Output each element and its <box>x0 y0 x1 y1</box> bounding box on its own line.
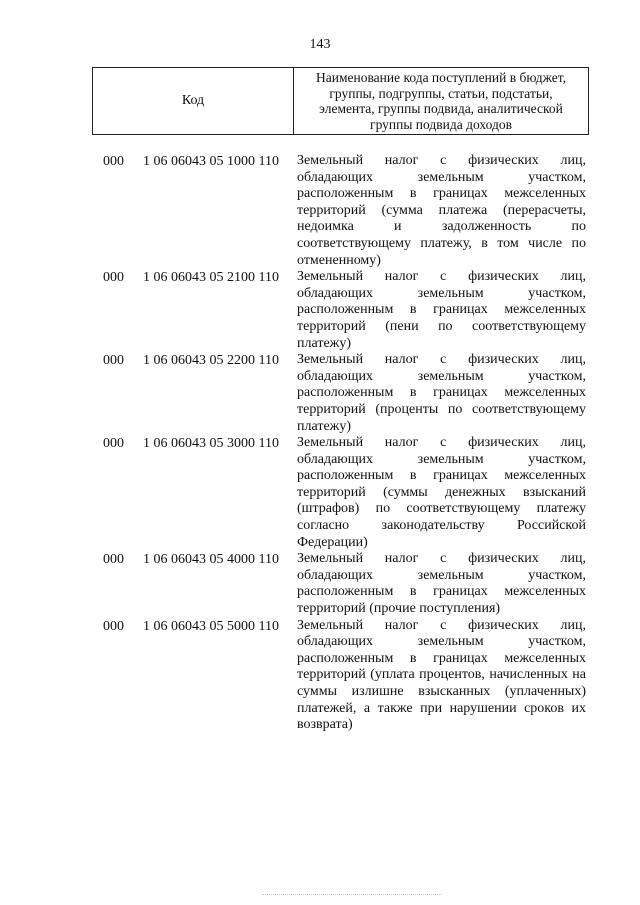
row-group-code: 000 <box>103 618 124 634</box>
row-group-code: 000 <box>103 552 124 568</box>
table-header <box>92 67 589 135</box>
row-revenue-code: 1 06 06043 05 3000 110 <box>143 436 279 452</box>
row-revenue-code: 1 06 06043 05 1000 110 <box>143 154 279 169</box>
row-description: Земельный налог с физических лиц, обладающих земельным участком, расположенным в границах межселенных территорий (пени по соответствующему платежу) <box>297 269 586 351</box>
row-group-code: 000 <box>103 436 124 452</box>
scan-edge-mark <box>262 894 442 899</box>
row-description: Земельный налог с физических лиц, обладающих земельным участком, расположенным в границах межселенных территорий (суммы денежных взысканий (штрафов) по соответствующему платежу согласно законодательству Российской Федерации) <box>297 435 586 550</box>
table-row <box>0 551 640 617</box>
row-group-code: 000 <box>103 270 124 286</box>
table-row <box>0 352 640 435</box>
table-row <box>0 153 640 269</box>
row-revenue-code: 1 06 06043 05 2100 110 <box>143 270 279 286</box>
row-group-code: 000 <box>103 353 124 369</box>
row-description: Земельный налог с физических лиц, обладающих земельным участком, расположенным в границах межселенных территорий (прочие поступления) <box>297 551 586 617</box>
table-row <box>0 435 640 551</box>
row-description: Земельный налог с физических лиц, обладающих земельным участком, расположенным в границах межселенных территорий (уплата процентов, начисленных на суммы излишне взысканных (уплаченных) платежей, а также при нарушении сроков их возврата) <box>297 617 586 733</box>
table-row <box>0 269 640 352</box>
row-group-code: 000 <box>103 154 124 169</box>
row-revenue-code: 1 06 06043 05 4000 110 <box>143 552 279 568</box>
table-row <box>0 618 640 734</box>
table-body <box>0 153 640 734</box>
row-revenue-code: 1 06 06043 05 2200 110 <box>143 353 279 369</box>
column-header-name: Наименование кода поступлений в бюджет, группы, подгруппы, статьи, подстатьи, элемента, группы подвида, аналитической группы подвида доходов <box>315 70 566 132</box>
page-number: 143 <box>309 37 331 52</box>
row-description: Земельный налог с физических лиц, обладающих земельным участком, расположенным в границах межселенных территорий (сумма платежа (перерасчеты, недоимка и задолженность по соответствующему платежу, в том числе по отмененному) <box>297 153 586 268</box>
row-description: Земельный налог с физических лиц, обладающих земельным участком, расположенным в границах межселенных территорий (проценты по соответствующему платежу) <box>297 352 586 434</box>
column-header-code: Код <box>93 68 294 134</box>
row-revenue-code: 1 06 06043 05 5000 110 <box>143 618 279 634</box>
